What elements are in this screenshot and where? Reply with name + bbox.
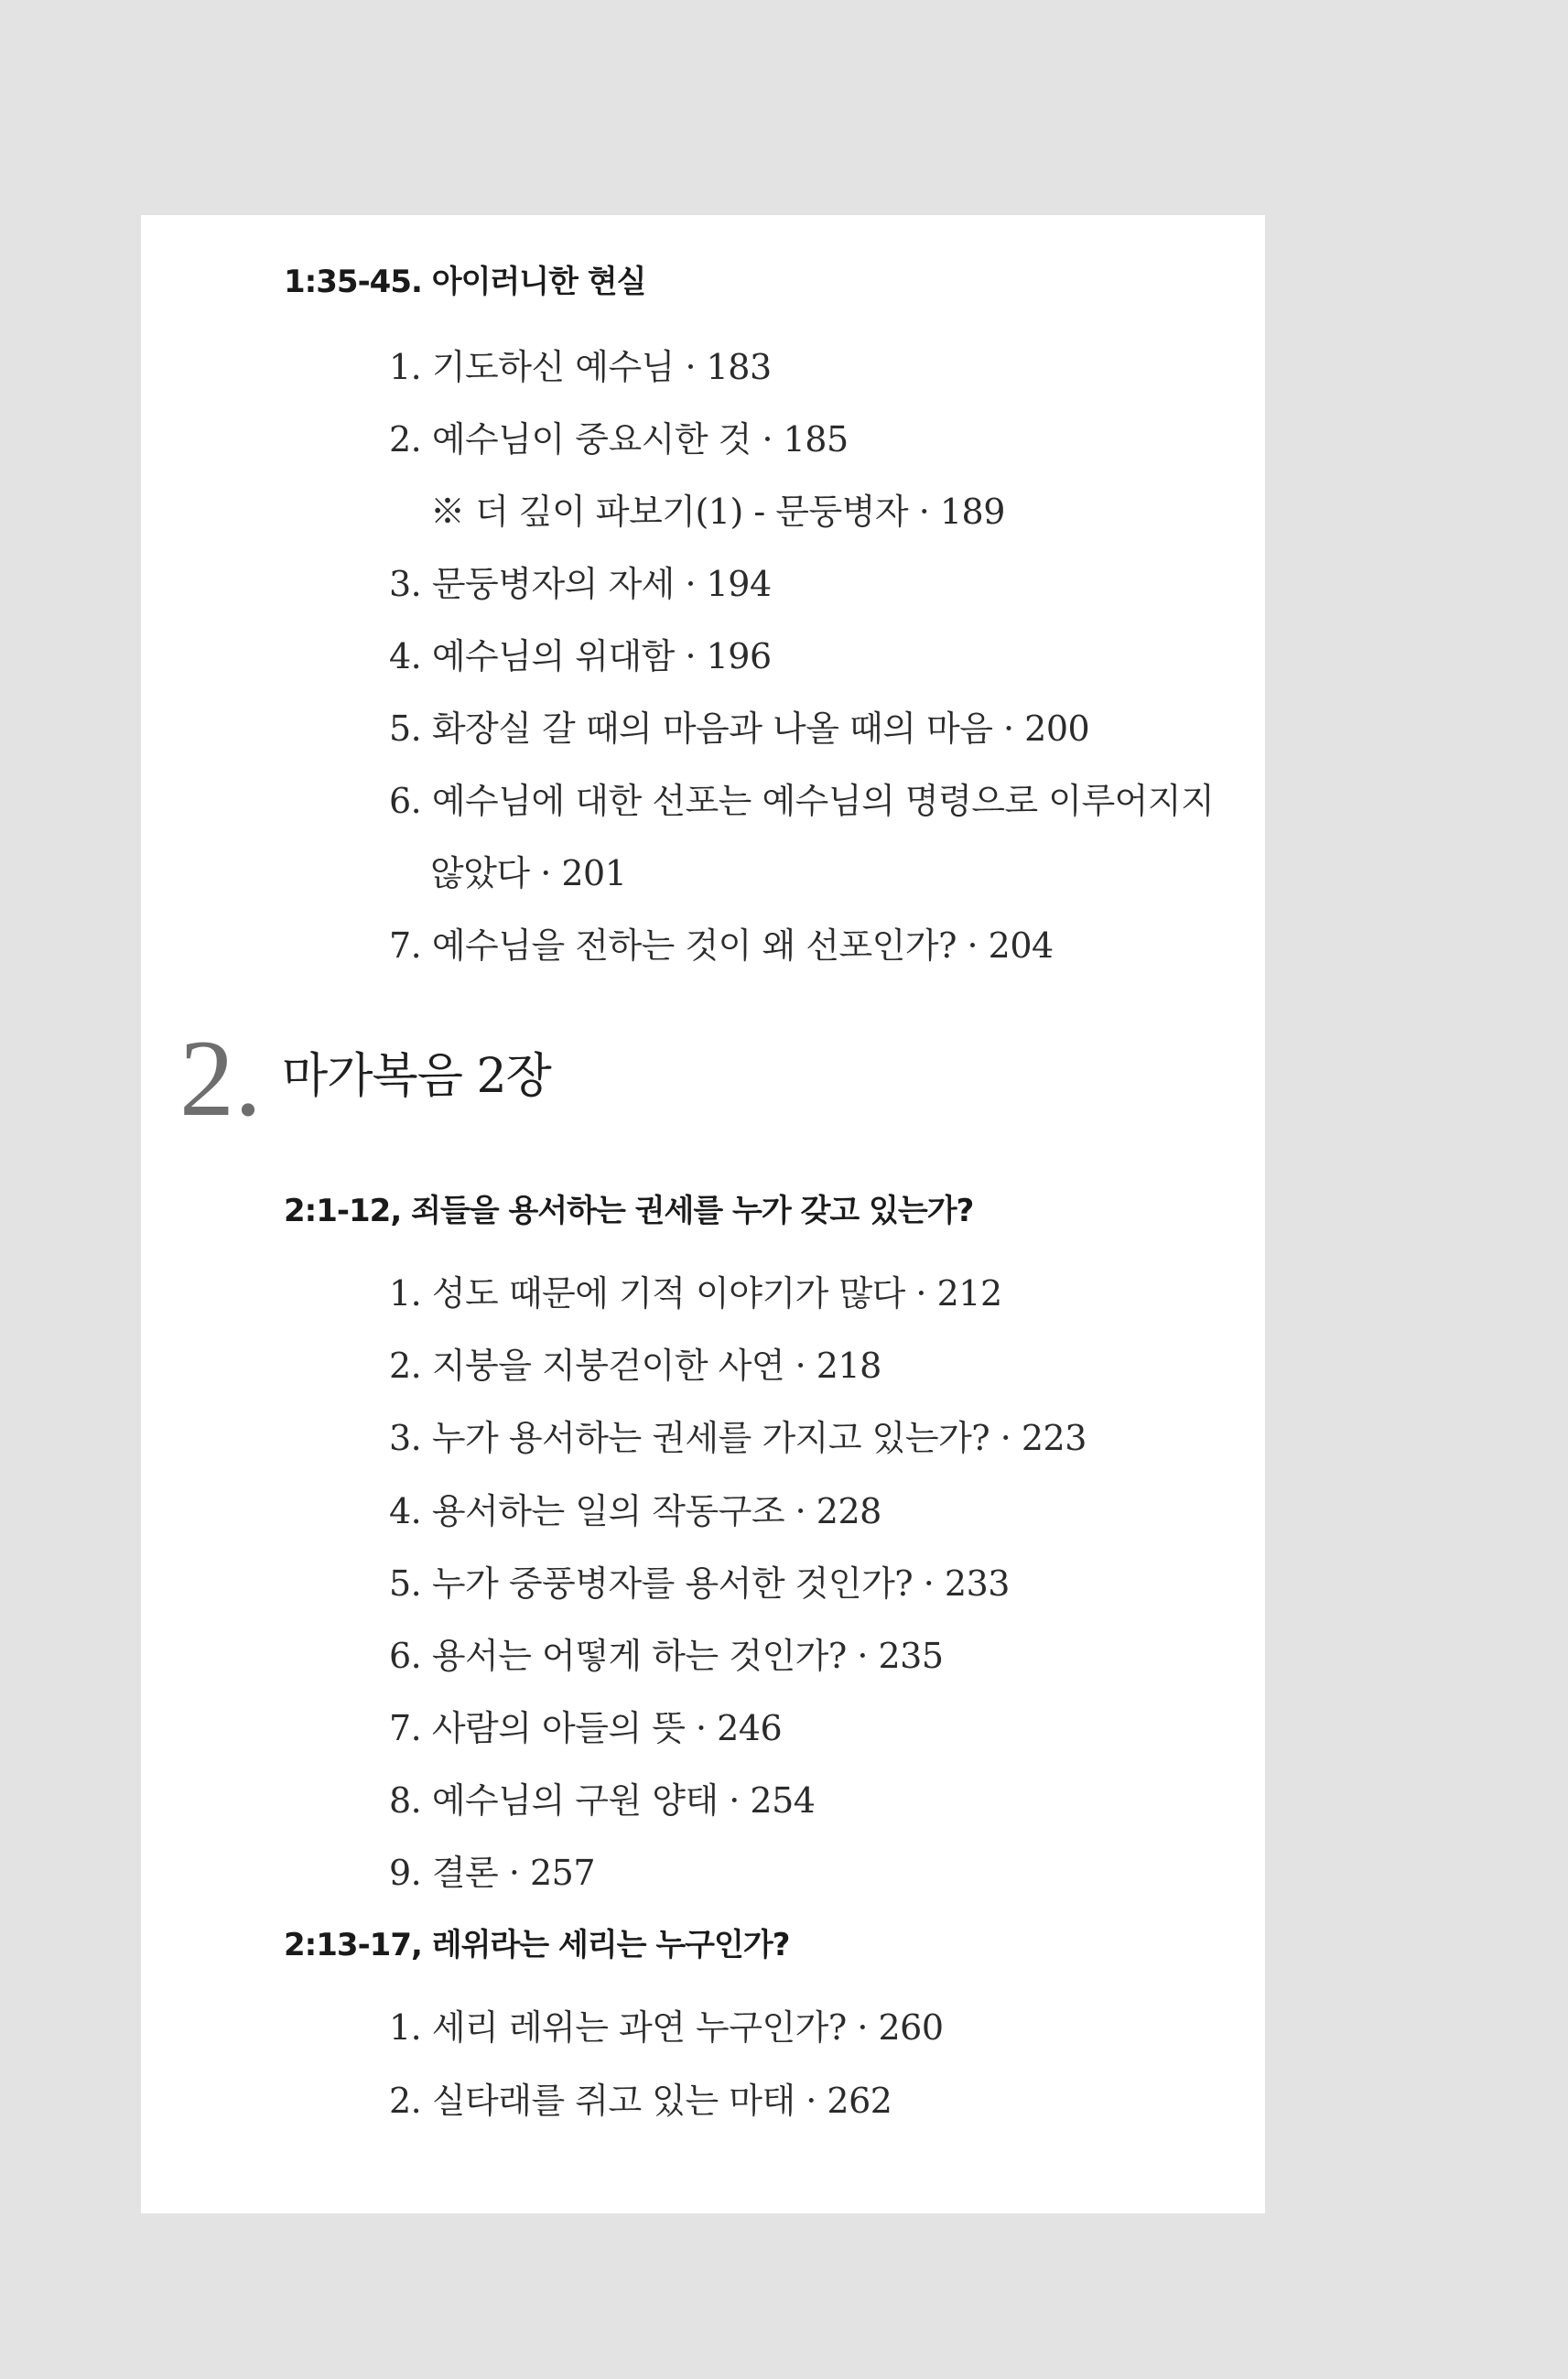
toc-entry: 8. 예수님의 구원 양태 · 254 xyxy=(389,1780,816,1821)
toc-entry: 1. 세리 레위는 과연 누구인가? · 260 xyxy=(389,2007,944,2048)
toc-entry: 3. 문둥병자의 자세 · 194 xyxy=(389,564,772,604)
toc-entry: 1. 기도하신 예수님 · 183 xyxy=(389,347,772,387)
toc-entry: 4. 예수님의 위대함 · 196 xyxy=(389,636,772,676)
toc-entry-note: ※ 더 깊이 파보기(1) - 문둥병자 · 189 xyxy=(430,492,1005,532)
chapter-number: 2. xyxy=(179,1017,262,1139)
toc-entry: 6. 예수님에 대한 선포는 예수님의 명령으로 이루어지지 xyxy=(389,781,1215,821)
section-heading-2-1-12: 2:1-12, 죄들을 용서하는 권세를 누가 갖고 있는가? xyxy=(284,1193,974,1229)
toc-entry: 6. 용서는 어떻게 하는 것인가? · 235 xyxy=(389,1636,944,1676)
section-heading-1-35-45: 1:35-45. 아이러니한 현실 xyxy=(284,264,646,300)
toc-entry: 7. 사람의 아들의 뜻 · 246 xyxy=(389,1708,783,1748)
toc-entry: 2. 예수님이 중요시한 것 · 185 xyxy=(389,419,849,460)
toc-entry: 3. 누가 용서하는 권세를 가지고 있는가? · 223 xyxy=(389,1418,1087,1458)
toc-entry: 2. 지붕을 지붕걷이한 사연 · 218 xyxy=(389,1346,881,1386)
toc-entry: 7. 예수님을 전하는 것이 왜 선포인가? · 204 xyxy=(389,925,1054,966)
chapter-title: 마가복음 2장 xyxy=(282,1049,551,1104)
toc-entry-continued: 않았다 · 201 xyxy=(430,853,627,893)
toc-entry: 4. 용서하는 일의 작동구조 · 228 xyxy=(389,1491,881,1531)
toc-entry: 2. 실타래를 쥐고 있는 마태 · 262 xyxy=(389,2081,892,2121)
toc-entry: 5. 누가 중풍병자를 용서한 것인가? · 233 xyxy=(389,1563,1010,1604)
toc-entry: 9. 결론 · 257 xyxy=(389,1853,596,1893)
section-heading-2-13-17: 2:13-17, 레위라는 세리는 누구인가? xyxy=(284,1927,790,1963)
toc-entry: 5. 화장실 갈 때의 마음과 나올 때의 마음 · 200 xyxy=(389,708,1090,749)
toc-entry: 1. 성도 때문에 기적 이야기가 많다 · 212 xyxy=(389,1273,1002,1314)
